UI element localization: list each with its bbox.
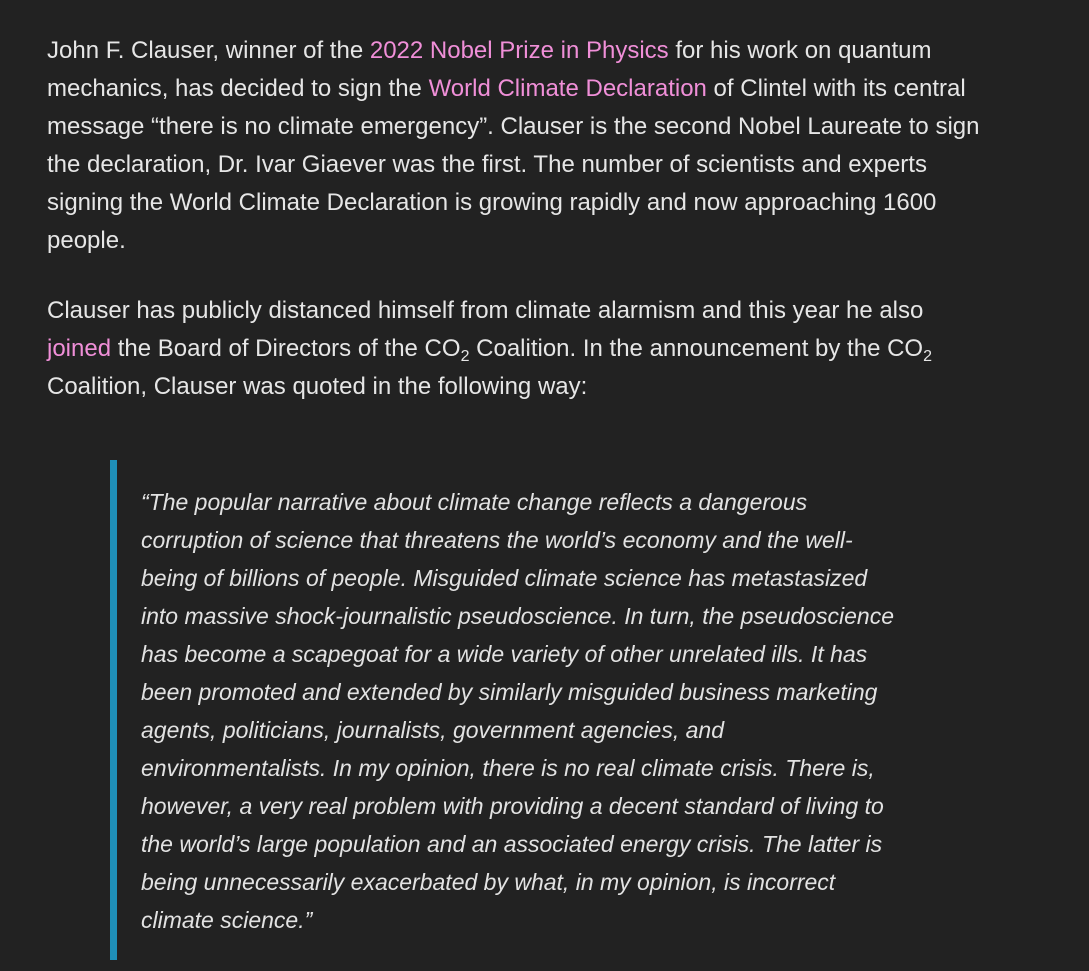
paragraph-co2-line-1: Clauser has publicly distanced himself from climate alarmism and this year he also [47, 297, 924, 324]
quote-line: the world’s large population and an associated energy crisis. The latter is [141, 831, 883, 857]
quote-line: into massive shock-journalistic pseudoscience. In turn, the pseudoscience [141, 603, 895, 629]
quote-line: however, a very real problem with providing a decent standard of living to [141, 793, 884, 819]
paragraph-intro-line-5: signing the World Climate Declaration is growing rapidly and now approaching 1600 [47, 189, 937, 216]
text: of Clintel with its central [706, 75, 966, 102]
quote-line: environmentalists. In my opinion, there is no real climate crisis. There is, [141, 755, 875, 781]
paragraph-intro-line-3: message “there is no climate emergency”. Clauser is the second Nobel Laureate to sign [47, 113, 980, 140]
blockquote [110, 460, 1010, 962]
paragraph-intro [47, 32, 1047, 260]
paragraph-intro-line-4: the declaration, Dr. Ivar Giaever was the first. The number of scientists and experts [47, 151, 927, 178]
quote-line: being of billions of people. Misguided climate science has metastasized [141, 565, 868, 591]
text: John F. Clauser, winner of the [47, 37, 370, 64]
quote-line: been promoted and extended by similarly misguided business marketing [141, 679, 878, 705]
quote-line: agents, politicians, journalists, government agencies, and [141, 717, 725, 743]
paragraph-co2-line-2 [47, 330, 1047, 368]
paragraph-intro-line-6: people. [47, 227, 126, 254]
world-climate-declaration-link[interactable]: World Climate Declaration [428, 75, 707, 102]
article-body [47, 32, 1047, 406]
quote-line: climate science.” [141, 907, 313, 933]
text: for his work on quantum [668, 37, 932, 64]
paragraph-co2-coalition [47, 292, 1047, 406]
text: Coalition. In the announcement by the CO [469, 335, 924, 362]
paragraph-co2-line-3: Coalition, Clauser was quoted in the following way: [47, 373, 588, 400]
subscript-2: 2 [923, 348, 932, 365]
quote-line: being unnecessarily exacerbated by what, in my opinion, is incorrect [141, 869, 836, 895]
blockquote-text [141, 483, 894, 939]
text: the Board of Directors of the CO [111, 335, 461, 362]
paragraph-intro-line-1 [47, 32, 1047, 70]
paragraph-intro-line-2 [47, 70, 1047, 108]
nobel-prize-link[interactable]: 2022 Nobel Prize in Physics [369, 37, 669, 64]
quote-line: “The popular narrative about climate change reflects a dangerous [141, 489, 808, 515]
joined-link[interactable]: joined [47, 335, 112, 362]
text: mechanics, has decided to sign the [47, 75, 429, 102]
subscript-2: 2 [460, 348, 470, 365]
quote-line: has become a scapegoat for a wide variety of other unrelated ills. It has [141, 641, 868, 667]
quote-line: corruption of science that threatens the world’s economy and the well- [141, 527, 853, 553]
blockquote-accent-bar [110, 460, 117, 960]
